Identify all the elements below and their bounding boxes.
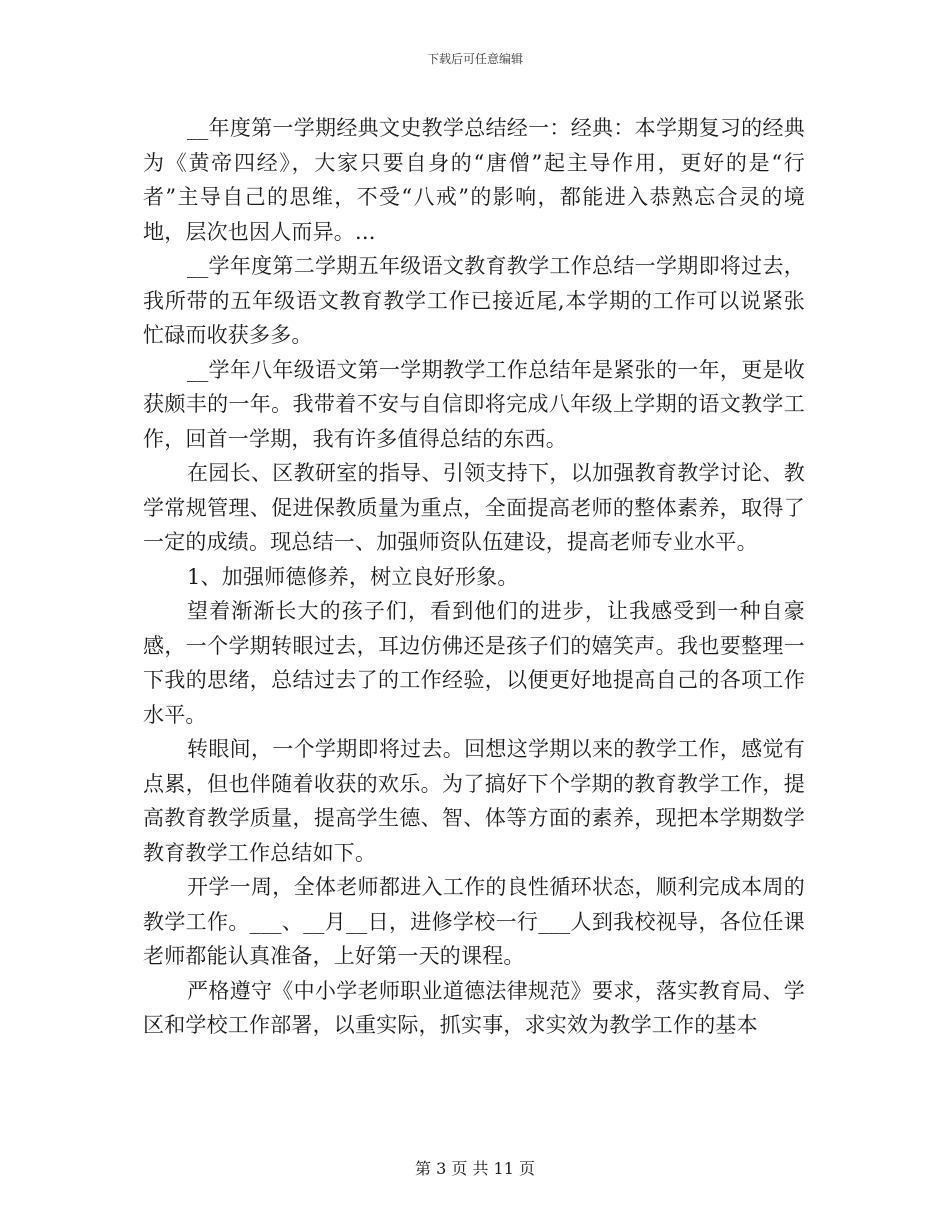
paragraph-1: __年度第一学期经典文史教学总结经一：经典：本学期复习的经典为《黄帝四经》，大家只要自身的“唐僧”起主导作用，更好的是“行者”主导自己的思维，不受“八戒”的影响，都能进入恭熟忘合灵的境地，层次也因人而异。...	[143, 116, 805, 244]
page-footer: 第 3 页 共 11 页	[415, 1159, 535, 1178]
paragraph-9: 严格遵守《中小学老师职业道德法律规范》要求，落实教育局、学区和学校工作部署，以重实际，抓实事，求实效为教学工作的基本	[143, 978, 805, 1037]
page-header: 下载后可任意编辑	[426, 52, 523, 66]
paragraph-5: 1、加强师德修养，树立良好形象。	[187, 564, 519, 589]
paragraph-3: __学年八年级语文第一学期教学工作总结年是紧张的一年，更是收获颇丰的一年。我带着不安与自信即将完成八年级上学期的语文教学工作，回首一学期，我有许多值得总结的东西。	[143, 357, 805, 451]
paragraph-8: 开学一周，全体老师都进入工作的良性循环状态，顺利完成本周的教学工作。___、__月__日，进修学校一行___人到我校视导，各位任课老师都能认真准备，上好第一天的课程。	[143, 875, 805, 968]
paragraph-2: __学年度第二学期五年级语文教育教学工作总结一学期即将过去，我所带的五年级语文教育教学工作已接近尾,本学期的工作可以说紧张忙碌而收获多多。	[143, 254, 805, 347]
paragraph-7: 转眼间，一个学期即将过去。回想这学期以来的教学工作，感觉有点累，但也伴随着收获的欢乐。为了搞好下个学期的教育教学工作，提高教育教学质量，提高学生德、智、体等方面的素养，现把本学期数学教育教学工作总结如下。	[143, 737, 805, 865]
paragraph-4: 在园长、区教研室的指导、引领支持下，以加强教育教学讨论、教学常规管理、促进保教质量为重点，全面提高老师的整体素养，取得了一定的成绩。现总结一、加强师资队伍建设，提高老师专业水平。	[143, 461, 805, 554]
document-body	[143, 111, 805, 1043]
paragraph-6: 望着渐渐长大的孩子们，看到他们的进步，让我感受到一种自豪感，一个学期转眼过去，耳边仿佛还是孩子们的嬉笑声。我也要整理一下我的思绪，总结过去了的工作经验，以便更好地提高自己的各项工作水平。	[143, 599, 805, 727]
